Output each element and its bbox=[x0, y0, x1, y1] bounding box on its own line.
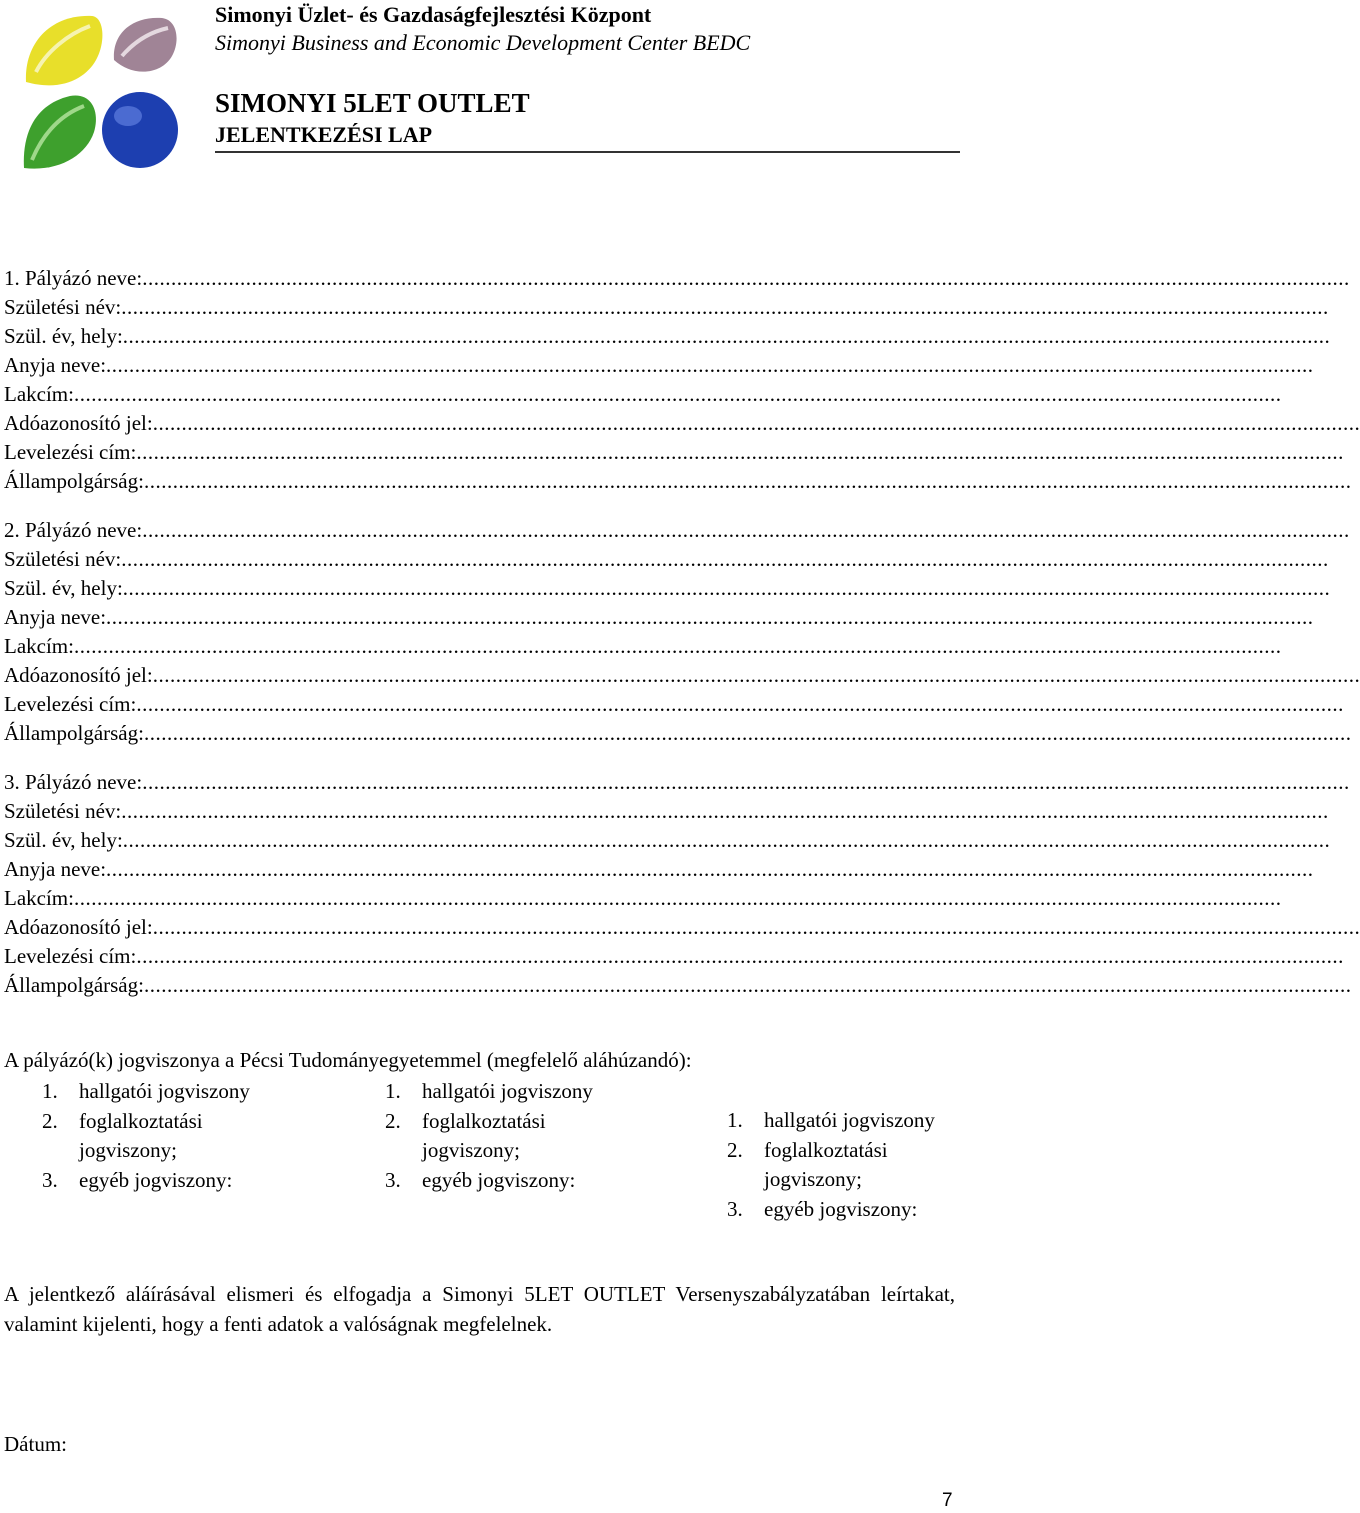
dot-leader: .................................................................................................................................................................................................................. bbox=[142, 266, 1350, 290]
citizenship-field[interactable] bbox=[4, 971, 1352, 1000]
address-field[interactable] bbox=[4, 884, 1282, 913]
dot-leader: .................................................................................................................................................................................................................. bbox=[106, 353, 1314, 377]
tax-id-field[interactable] bbox=[4, 913, 1360, 942]
field-label: Szül. év, hely: bbox=[4, 828, 123, 852]
page-number: 7 bbox=[942, 1490, 953, 1511]
option-student[interactable]: 1. hallgatói jogviszony bbox=[727, 1108, 935, 1132]
applicant-name-field[interactable] bbox=[4, 264, 1350, 293]
applicant-block bbox=[4, 264, 1360, 496]
field-label: 1. Pályázó neve: bbox=[4, 266, 143, 290]
birth-year-place-field[interactable] bbox=[4, 322, 1331, 351]
citizenship-field[interactable] bbox=[4, 719, 1352, 748]
field-label: Anyja neve: bbox=[4, 605, 107, 629]
mother-name-field[interactable] bbox=[4, 603, 1314, 632]
field-label: Születési név: bbox=[4, 799, 122, 823]
option-other[interactable]: 3. egyéb jogviszony: bbox=[42, 1167, 233, 1192]
logo-blue-sphere bbox=[102, 92, 178, 168]
citizenship-field[interactable] bbox=[4, 467, 1352, 496]
field-label: Anyja neve: bbox=[4, 353, 107, 377]
header-divider bbox=[215, 151, 960, 153]
form-title: JELENTKEZÉSI LAP bbox=[215, 122, 433, 147]
field-label: Születési név: bbox=[4, 547, 122, 571]
option-employment[interactable]: 2. foglalkoztatási jogviszony; bbox=[727, 1137, 888, 1191]
birth-name-field[interactable] bbox=[4, 797, 1329, 826]
dot-leader: .................................................................................................................................................................................................................. bbox=[73, 634, 1282, 658]
field-label: Adóazonosító jel: bbox=[4, 411, 153, 435]
relationship-options-applicant-3 bbox=[727, 1106, 957, 1224]
dot-leader: .................................................................................................................................................................................................................. bbox=[121, 295, 1329, 319]
field-label: Állampolgárság: bbox=[4, 721, 144, 745]
field-label: Levelezési cím: bbox=[4, 692, 137, 716]
dot-leader: .................................................................................................................................................................................................................. bbox=[143, 973, 1352, 997]
dot-leader: .................................................................................................................................................................................................................. bbox=[136, 692, 1344, 716]
dot-leader: .................................................................................................................................................................................................................. bbox=[106, 857, 1314, 881]
dot-leader: .................................................................................................................................................................................................................. bbox=[152, 411, 1360, 435]
dot-leader: .................................................................................................................................................................................................................. bbox=[106, 605, 1314, 629]
applicant-fields bbox=[4, 264, 1360, 1020]
field-label: Lakcím: bbox=[4, 382, 74, 406]
relationship-options-applicant-2 bbox=[385, 1077, 615, 1195]
field-label: Állampolgárság: bbox=[4, 973, 144, 997]
dot-leader: .................................................................................................................................................................................................................. bbox=[152, 663, 1360, 687]
birth-name-field[interactable] bbox=[4, 545, 1329, 574]
field-label: Adóazonosító jel: bbox=[4, 915, 153, 939]
mother-name-field[interactable] bbox=[4, 351, 1314, 380]
dot-leader: .................................................................................................................................................................................................................. bbox=[136, 440, 1344, 464]
option-other[interactable]: 3. egyéb jogviszony: bbox=[727, 1196, 918, 1221]
mother-name-field[interactable] bbox=[4, 855, 1314, 884]
field-label: Lakcím: bbox=[4, 634, 74, 658]
option-employment[interactable]: 2. foglalkoztatási jogviszony; bbox=[42, 1108, 203, 1162]
address-field[interactable] bbox=[4, 380, 1282, 409]
birth-year-place-field[interactable] bbox=[4, 574, 1331, 603]
dot-leader: .................................................................................................................................................................................................................. bbox=[152, 915, 1360, 939]
dot-leader: .................................................................................................................................................................................................................. bbox=[122, 828, 1331, 852]
field-label: Levelezési cím: bbox=[4, 944, 137, 968]
date-label: Dátum: bbox=[4, 1432, 67, 1456]
dot-leader: .................................................................................................................................................................................................................. bbox=[121, 547, 1329, 571]
option-student[interactable]: 1. hallgatói jogviszony bbox=[42, 1079, 250, 1103]
organization-name: Simonyi Üzlet- és Gazdaságfejlesztési Központ bbox=[215, 2, 652, 27]
applicant-block bbox=[4, 768, 1360, 1000]
dot-leader: .................................................................................................................................................................................................................. bbox=[73, 382, 1282, 406]
mailing-address-field[interactable] bbox=[4, 942, 1344, 971]
field-label: Szül. év, hely: bbox=[4, 576, 123, 600]
dot-leader: .................................................................................................................................................................................................................. bbox=[122, 324, 1331, 348]
logo-yellow-leaf bbox=[26, 16, 103, 85]
applicant-block bbox=[4, 516, 1360, 748]
field-label: Adóazonosító jel: bbox=[4, 663, 153, 687]
field-label: 3. Pályázó neve: bbox=[4, 770, 143, 794]
consent-statement: A jelentkező aláírásával elismeri és elfogadja a Simonyi 5LET OUTLET Versenyszabályzatában leírtakat, valamint kijelenti, hogy a fenti adatok a valóságnak megfelelnek. bbox=[4, 1282, 955, 1336]
dot-leader: .................................................................................................................................................................................................................. bbox=[143, 469, 1352, 493]
applicant-name-field[interactable] bbox=[4, 768, 1350, 797]
field-label: Levelezési cím: bbox=[4, 440, 137, 464]
applicant-name-field[interactable] bbox=[4, 516, 1350, 545]
mailing-address-field[interactable] bbox=[4, 438, 1344, 467]
dot-leader: .................................................................................................................................................................................................................. bbox=[121, 799, 1329, 823]
tax-id-field[interactable] bbox=[4, 661, 1360, 690]
field-label: Anyja neve: bbox=[4, 857, 107, 881]
logo-green-leaf bbox=[24, 95, 96, 168]
birth-year-place-field[interactable] bbox=[4, 826, 1331, 855]
dot-leader: .................................................................................................................................................................................................................. bbox=[136, 944, 1344, 968]
birth-name-field[interactable] bbox=[4, 293, 1329, 322]
field-label: Szül. év, hely: bbox=[4, 324, 123, 348]
relationship-options-applicant-1 bbox=[42, 1077, 272, 1195]
mailing-address-field[interactable] bbox=[4, 690, 1344, 719]
event-title: SIMONYI 5LET OUTLET bbox=[215, 88, 530, 118]
option-other[interactable]: 3. egyéb jogviszony: bbox=[385, 1167, 576, 1192]
field-label: Lakcím: bbox=[4, 886, 74, 910]
dot-leader: .................................................................................................................................................................................................................. bbox=[142, 770, 1350, 794]
field-label: Születési név: bbox=[4, 295, 122, 319]
option-student[interactable]: 1. hallgatói jogviszony bbox=[385, 1079, 593, 1103]
dot-leader: .................................................................................................................................................................................................................. bbox=[73, 886, 1282, 910]
address-field[interactable] bbox=[4, 632, 1282, 661]
tax-id-field[interactable] bbox=[4, 409, 1360, 438]
dot-leader: .................................................................................................................................................................................................................. bbox=[122, 576, 1331, 600]
field-label: 2. Pályázó neve: bbox=[4, 518, 143, 542]
organization-name-english: Simonyi Business and Economic Development Center BEDC bbox=[215, 30, 751, 55]
bedc-logo bbox=[22, 12, 184, 172]
field-label: Állampolgárság: bbox=[4, 469, 144, 493]
dot-leader: .................................................................................................................................................................................................................. bbox=[143, 721, 1352, 745]
relationship-heading: A pályázó(k) jogviszonya a Pécsi Tudományegyetemmel (megfelelő aláhúzandó): bbox=[4, 1048, 692, 1072]
dot-leader: .................................................................................................................................................................................................................. bbox=[142, 518, 1350, 542]
option-employment[interactable]: 2. foglalkoztatási jogviszony; bbox=[385, 1108, 546, 1162]
logo-mauve-leaf bbox=[114, 18, 177, 72]
